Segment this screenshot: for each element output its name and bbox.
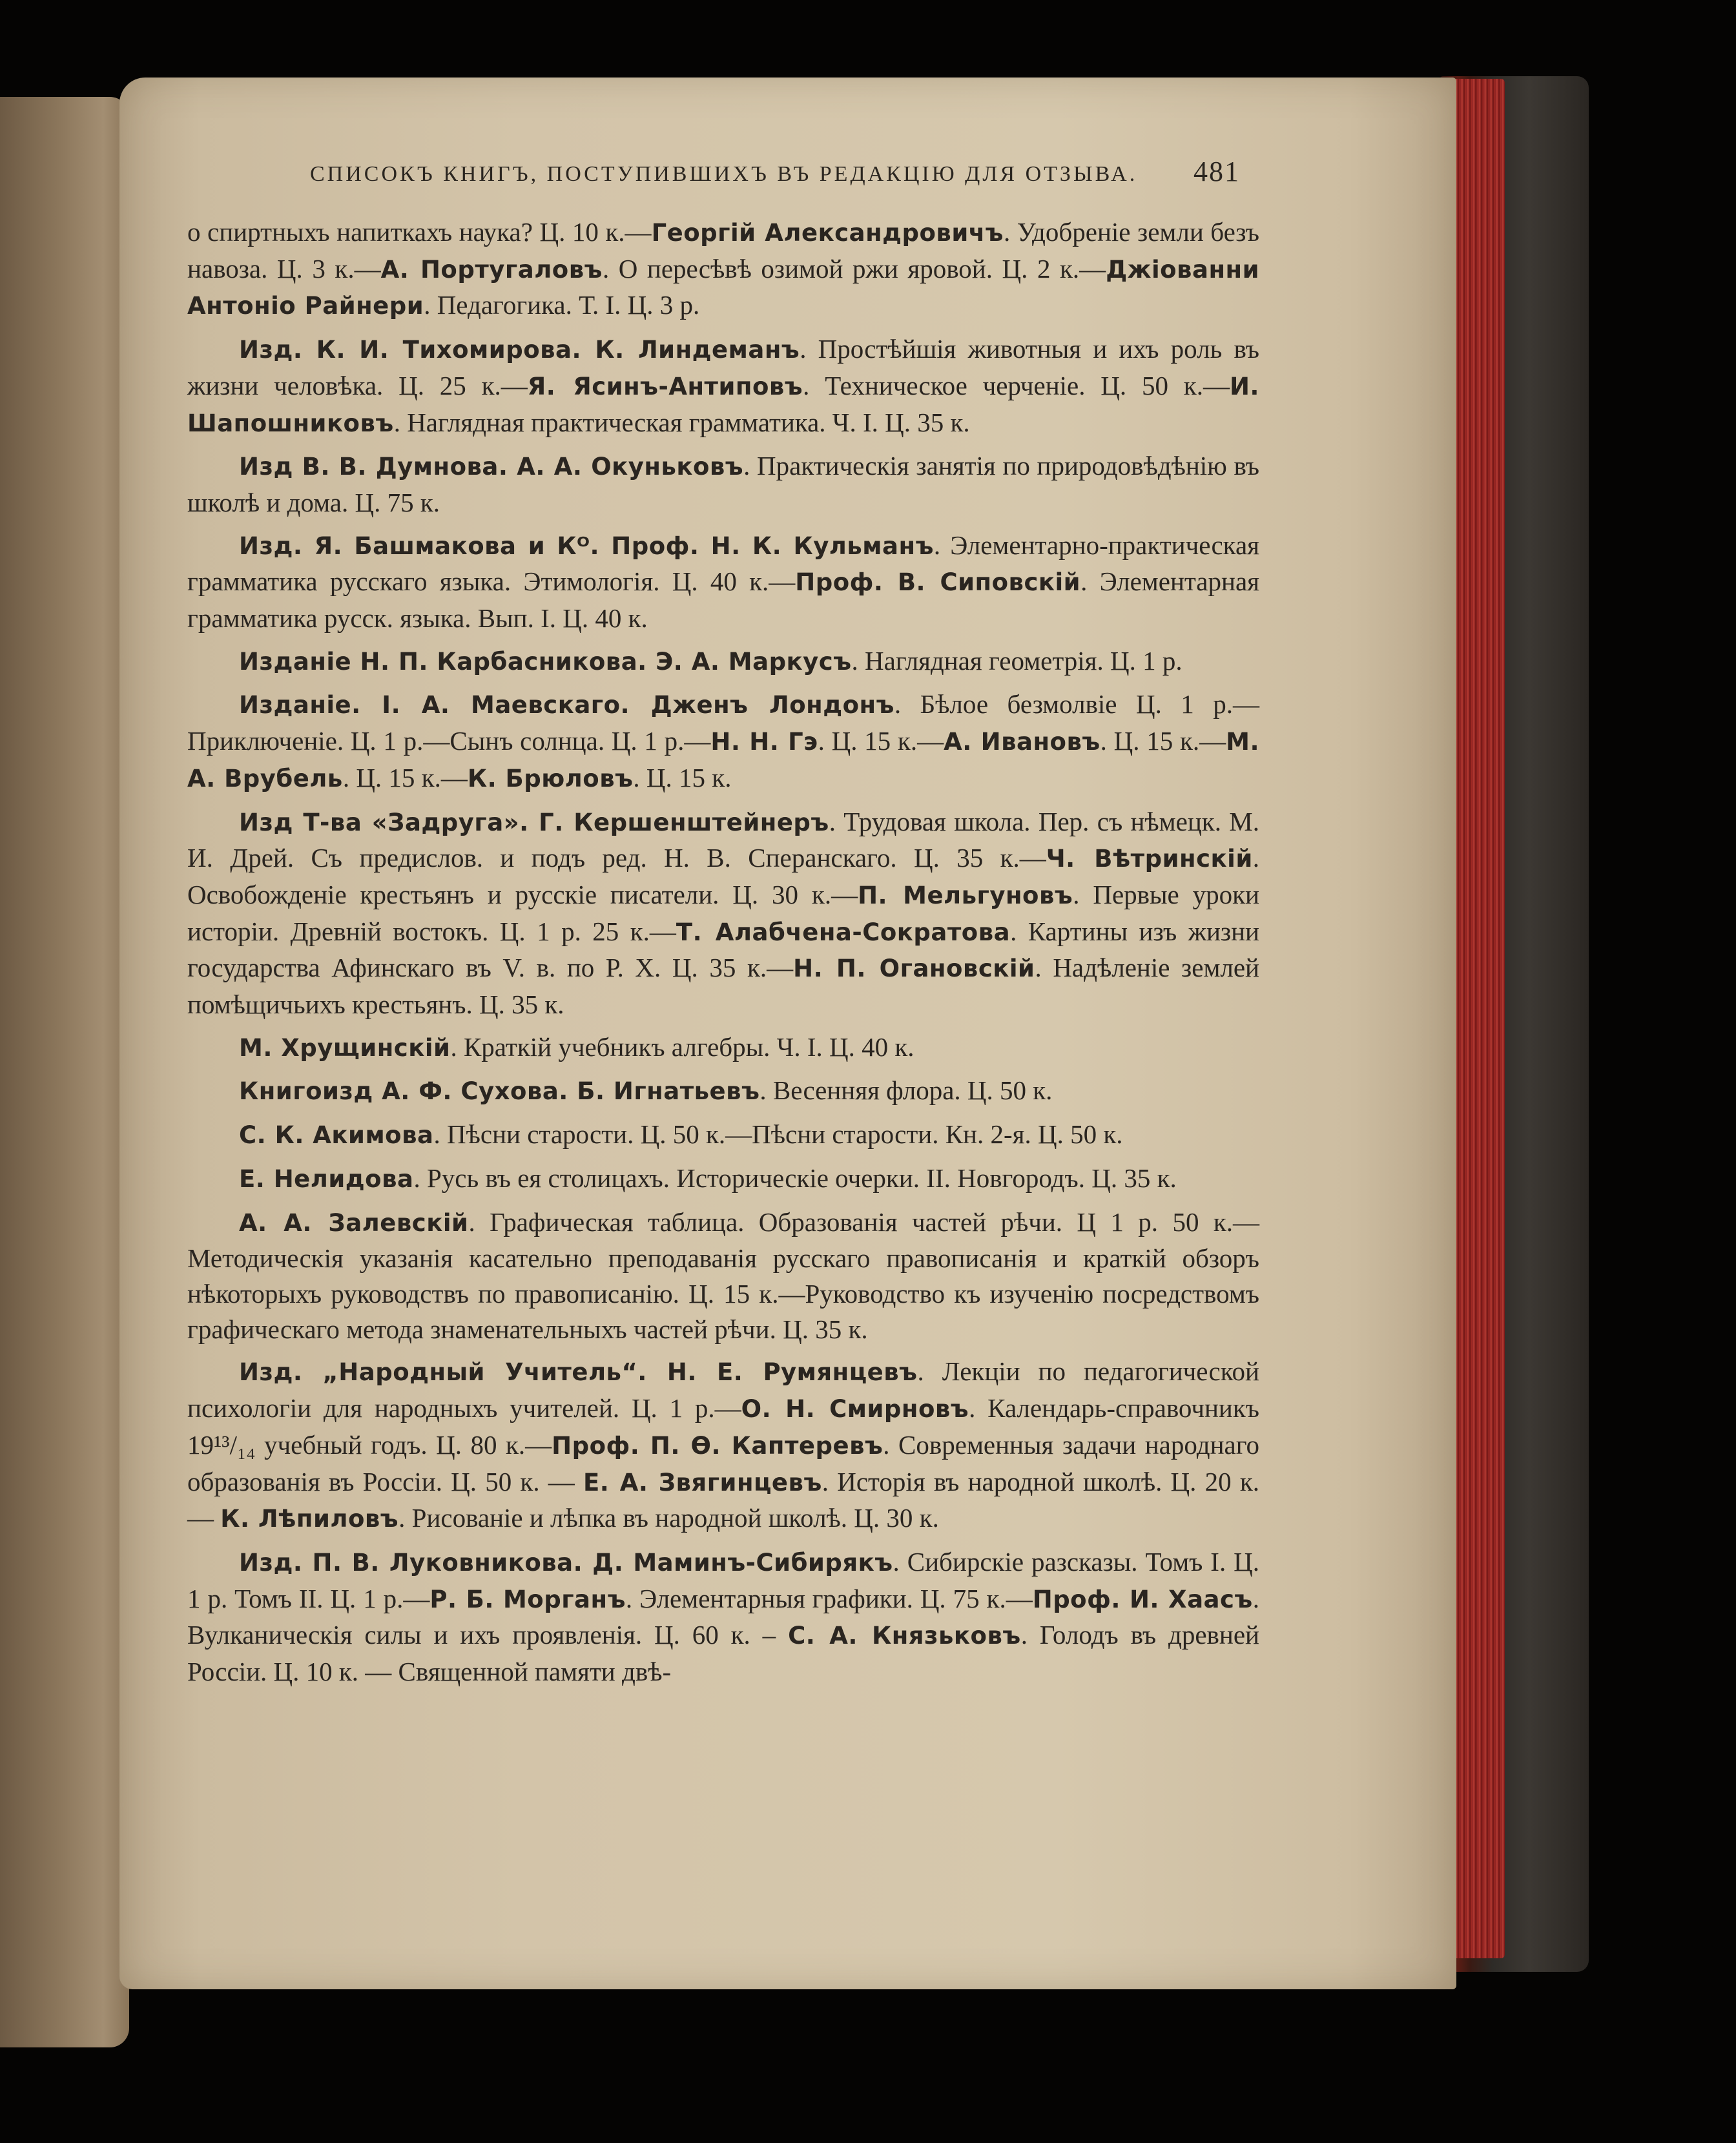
entry-text: . Вулканическія силы и ихъ проявленія. Ц. 60 к. –: [187, 1583, 1259, 1650]
author-name: Изд Т-ва «Задруга». Г. Кершенштейнеръ: [239, 808, 829, 836]
author-name: К. Лѣпиловъ: [220, 1505, 399, 1533]
entry-text: . Ц. 15 к.: [633, 762, 732, 792]
author-name: Н. П. Огановскій: [793, 955, 1035, 983]
entry-text: . Элементарная грамматика русск. языка. Вып. I. Ц. 40 к.: [187, 566, 1259, 634]
entry-text: . Освобожденіе крестьянъ и русскіе писатели. Ц. 30 к.—: [187, 843, 1259, 909]
author-name: Изданіе. I. А. Маевскаго. Дженъ Лондонъ: [239, 691, 894, 720]
entry-text: . Бѣлое безмолвіе Ц. 1 р.—Приключеніе. Ц. 1 р.—Сынъ солнца. Ц. 1 р.—: [187, 689, 1259, 756]
author-name: Джіованни Антоніо Райнери: [187, 255, 1259, 320]
entry-paragraph: [187, 331, 1259, 441]
entry-text: . Ц. 15 к.—: [342, 762, 468, 792]
author-name: П. Мельгуновъ: [858, 881, 1073, 909]
author-name: К. Брюловъ: [467, 764, 634, 792]
author-name: Изд. К. И. Тихомирова. К. Линдеманъ: [239, 336, 800, 364]
entry-text: . Русь въ ея столицахъ. Историческіе очерки. II. Новгородъ. Ц. 35 к.: [413, 1163, 1177, 1193]
author-name: М. Хрущинскій: [239, 1033, 451, 1062]
author-name: А. Ивановъ: [944, 728, 1100, 756]
entry-paragraph: [187, 1030, 1259, 1066]
entry-text: . Наглядная геометрія. Ц. 1 р.: [851, 645, 1183, 676]
author-name: М. А. Врубель: [187, 728, 1259, 792]
entry-text: . Весенняя флора. Ц. 50 к.: [760, 1075, 1053, 1106]
entry-text: . Простѣйшія животныя и ихъ роль въ жизни человѣка. Ц. 25 к.—: [187, 334, 1259, 400]
author-name: Проф. П. Ѳ. Каптеревъ: [552, 1431, 884, 1460]
entry-paragraph: [187, 448, 1259, 520]
entry-text: . Календарь-справочникъ 19¹³/₁₄ учебный годъ. Ц. 80 к.—: [187, 1393, 1259, 1460]
author-name: Георгій Александровичъ: [651, 219, 1004, 247]
author-name: Книгоизд А. Ф. Сухова. Б. Игнатьевъ: [239, 1077, 760, 1106]
entry-paragraph: [187, 528, 1259, 636]
entry-text: . Сибирскіе разсказы. Томъ I. Ц. 1 р. Томъ II. Ц. 1 р.—: [187, 1546, 1259, 1613]
entry-paragraph: [187, 1117, 1259, 1154]
entry-text: . Современныя задачи народнаго образованія въ Россіи. Ц. 50 к. —: [187, 1429, 1259, 1496]
entry-text: . Рисованіе и лѣпка въ народной школѣ. Ц. 30 к.: [398, 1503, 939, 1533]
author-name: Е. Нелидова: [239, 1165, 414, 1193]
entry-text: . Надѣленіе землей помѣщичьихъ крестьянъ. Ц. 35 к.: [187, 953, 1259, 1020]
author-name: С. А. Князьковъ: [788, 1622, 1021, 1650]
entry-paragraph: [187, 643, 1259, 680]
running-title: СПИСОКЪ КНИГЪ, ПОСТУПИВШИХЪ ВЪ РЕДАКЦІЮ ДЛЯ ОТЗЫВА.: [310, 162, 1138, 186]
author-name: И. Шапошниковъ: [187, 372, 1259, 437]
entry-paragraph: [187, 1354, 1259, 1537]
entry-text: . Наглядная практическая грамматика. Ч. I. Ц. 35 к.: [393, 407, 970, 437]
entry-text: . Трудовая школа. Пер. съ нѣмецк. М. И. Дрей. Съ предислов. и подъ ред. Н. В. Сперанскаго. Ц. 35 к.—: [187, 806, 1259, 873]
author-name: Я. Ясинъ-Антиповъ: [527, 372, 803, 400]
entry-text: . Удобреніе земли безъ навоза. Ц. 3 к.—: [187, 217, 1259, 284]
entry-text: . Ц. 15 к.—: [818, 726, 944, 756]
entry-paragraph: [187, 1073, 1259, 1110]
author-name: Изд. П. В. Луковникова. Д. Маминъ-Сибирякъ: [239, 1548, 893, 1577]
entry-paragraph: [187, 687, 1259, 796]
entry-text: . Педагогика. Т. I. Ц. 3 р.: [424, 290, 700, 320]
page-number: 481: [1194, 156, 1240, 187]
author-name: С. К. Акимова: [239, 1121, 434, 1150]
entry-text: о спиртныхъ напиткахъ наука? Ц. 10 к.—: [187, 217, 652, 247]
entry-text: . Практическія занятія по природовѣдѣнію въ школѣ и дома. Ц. 75 к.: [187, 451, 1259, 517]
author-name: Изд. „Народный Учитель“. Н. Е. Румянцевъ: [239, 1358, 918, 1387]
author-name: Е. А. Звягинцевъ: [583, 1468, 822, 1496]
entry-paragraph: [187, 804, 1259, 1022]
entry-paragraph: [187, 214, 1259, 324]
entry-text: . Элементарно-практическая грамматика русскаго языка. Этимологія. Ц. 40 к.—: [187, 530, 1259, 597]
entry-text: . Техническое черченіе. Ц. 50 к.—: [803, 370, 1230, 400]
entry-text: . О пересѣвѣ озимой ржи яровой. Ц. 2 к.—: [602, 253, 1106, 284]
entry-paragraph: [187, 1161, 1259, 1197]
author-name: Ч. Вѣтринскій: [1046, 845, 1253, 873]
author-name: А. Португаловъ: [380, 255, 603, 284]
author-name: Проф. И. Хаасъ: [1032, 1585, 1253, 1613]
author-name: Р. Б. Морганъ: [429, 1585, 626, 1613]
entry-text: . Пѣсни старости. Ц. 50 к.—Пѣсни старости. Кн. 2-я. Ц. 50 к.: [433, 1119, 1123, 1150]
entry-text: . Элементарныя графики. Ц. 75 к.—: [625, 1583, 1033, 1613]
author-name: Изд В. В. Думнова. А. А. Окуньковъ: [239, 453, 744, 481]
facing-page-edge: [0, 97, 129, 2047]
entry-text: . Краткій учебникъ алгебры. Ч. I. Ц. 40 к.: [450, 1031, 914, 1062]
entry-paragraph: [187, 1544, 1259, 1690]
entry-text: . Картины изъ жизни государства Афинскаго въ V. в. по Р. Х. Ц. 35 к.—: [187, 916, 1259, 983]
entry-text: . Исторія въ народной школѣ. Ц. 20 к. —: [187, 1466, 1259, 1533]
author-name: Т. Алабчена-Сократова: [676, 918, 1011, 946]
author-name: Изд. Я. Башмакова и Кᴼ. Проф. Н. К. Кульманъ: [239, 532, 934, 560]
entry-text: . Лекціи по педагогической психологіи для народныхъ учителей. Ц. 1 р.—: [187, 1356, 1259, 1423]
entry-text: . Первые уроки исторіи. Древній востокъ. Ц. 1 р. 25 к.—: [187, 879, 1259, 946]
author-name: Н. Н. Гэ: [710, 728, 818, 756]
author-name: Проф. В. Сиповскій: [795, 568, 1081, 597]
author-name: Изданіе Н. П. Карбасникова. Э. А. Маркусъ: [239, 647, 852, 676]
author-name: О. Н. Смирновъ: [741, 1395, 969, 1423]
running-head: [194, 155, 1240, 194]
entry-paragraph: [187, 1205, 1259, 1347]
entry-text: . Голодъ въ древней Россіи. Ц. 10 к. — Священной памяти двѣ-: [187, 1620, 1259, 1687]
page-body-text: [187, 214, 1259, 1690]
entry-text: . Графическая таблица. Образованія частей рѣчи. Ц 1 р. 50 к.—Методическія указанія касательно преподаванія русскаго правописанія и краткій обзоръ нѣкоторыхъ руководствъ по правописанію. Ц. 15 к.—Руководство къ изученію посредствомъ графическаго метода знаменательныхъ частей рѣчи. Ц. 35 к.: [187, 1206, 1259, 1344]
author-name: А. А. Залевскій: [239, 1208, 469, 1237]
entry-text: . Ц. 15 к.—: [1100, 726, 1226, 756]
